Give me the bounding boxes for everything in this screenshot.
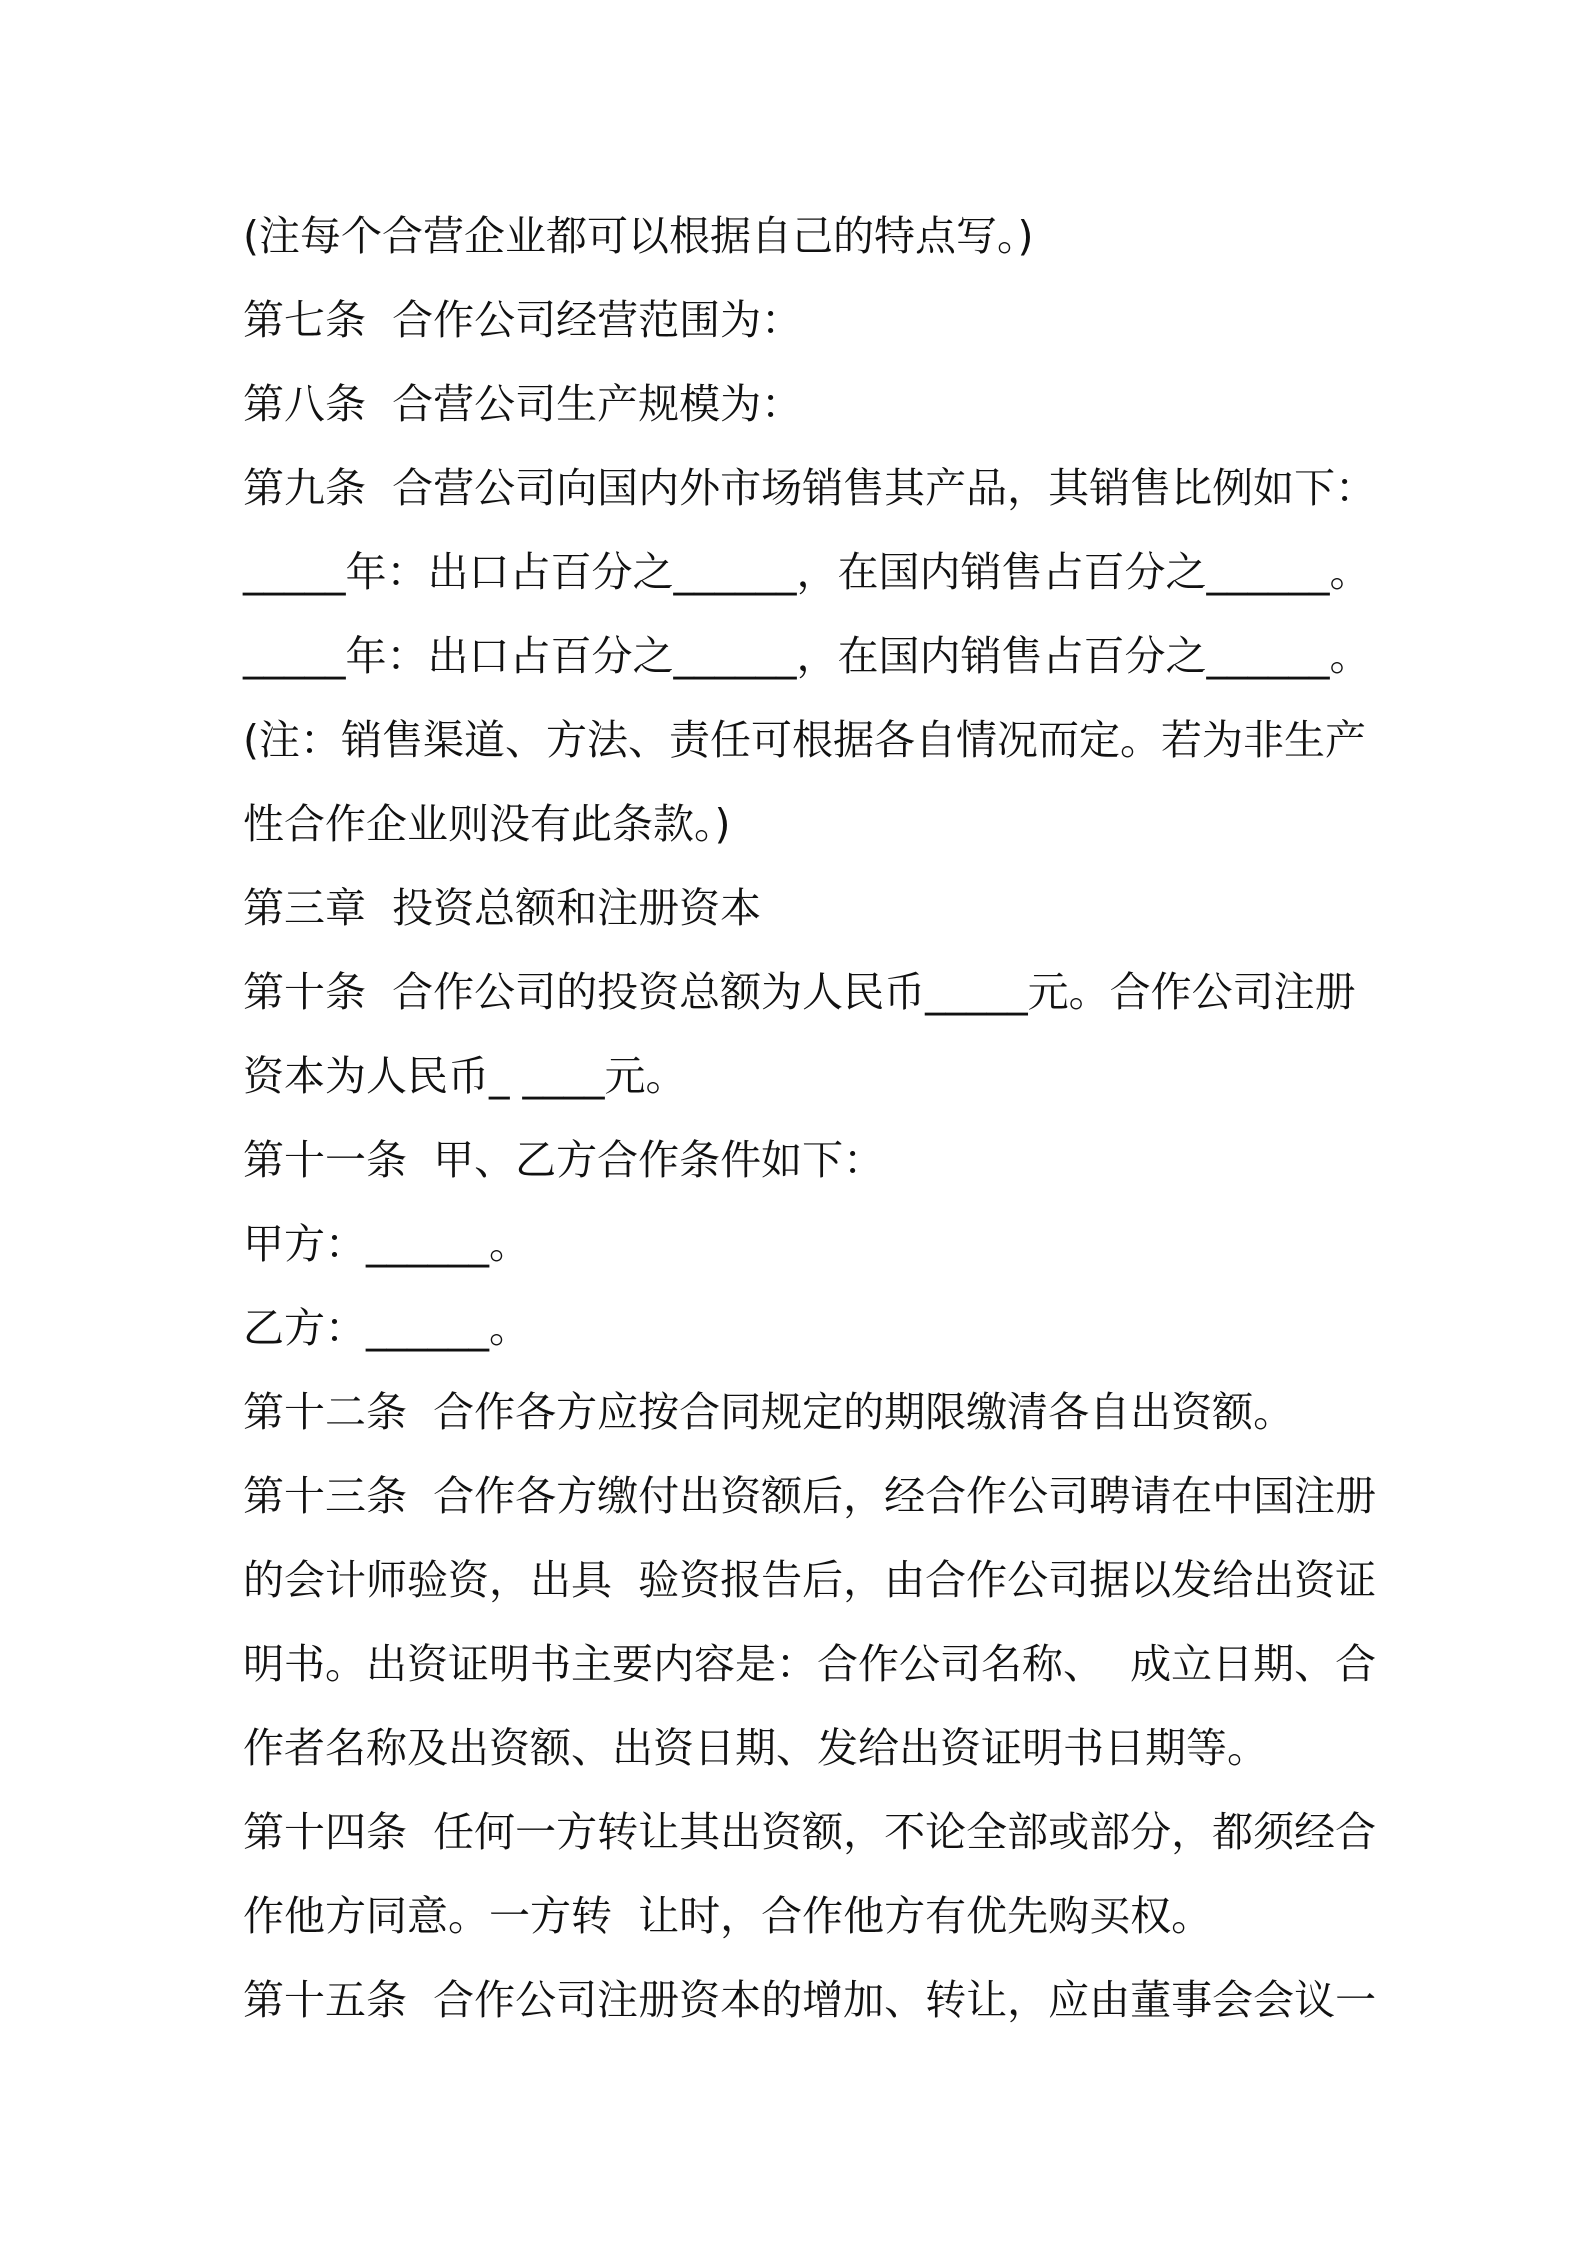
sales-ratio-line-1: _____年：出口占百分之______，在国内销售占百分之______。 <box>243 548 1371 596</box>
article-13: 第十三条 合作各方缴付出资额后，经合作公司聘请在中国注册 <box>243 1472 1377 1520</box>
article-11: 第十一条 甲、乙方合作条件如下： <box>243 1136 885 1184</box>
article-10-cont: 资本为人民币_ ____元。 <box>243 1052 687 1100</box>
note-line-2: (注：销售渠道、方法、责任可根据各自情况而定。若为非生产 <box>243 716 1366 764</box>
note-line-1: (注每个合营企业都可以根据自己的特点写。) <box>243 212 1034 260</box>
article-10: 第十条 合作公司的投资总额为人民币_____元。合作公司注册 <box>243 968 1356 1016</box>
document-body <box>243 194 1563 2042</box>
article-13-cont-3: 作者名称及出资额、出资日期、发给出资证明书日期等。 <box>243 1724 1268 1772</box>
article-13-cont-1: 的会计师验资，出具 验资报告后，由合作公司据以发给出资证 <box>243 1556 1377 1604</box>
party-b-line: 乙方：______。 <box>243 1304 530 1352</box>
article-14: 第十四条 任何一方转让其出资额，不论全部或部分，都须经合 <box>243 1808 1377 1856</box>
article-13-cont-2: 明书。出资证明书主要内容是：合作公司名称、 成立日期、合 <box>243 1640 1377 1688</box>
article-7: 第七条 合作公司经营范围为： <box>243 296 803 344</box>
article-15: 第十五条 合作公司注册资本的增加、转让，应由董事会会议一 <box>243 1976 1377 2024</box>
note-line-2-cont: 性合作企业则没有此条款。) <box>243 800 731 848</box>
article-8: 第八条 合营公司生产规模为： <box>243 380 803 428</box>
party-a-line: 甲方：______。 <box>243 1220 530 1268</box>
chapter-3-heading: 第三章 投资总额和注册资本 <box>243 884 762 932</box>
article-14-cont: 作他方同意。一方转 让时，合作他方有优先购买权。 <box>243 1892 1213 1940</box>
article-9: 第九条 合营公司向国内外市场销售其产品，其销售比例如下： <box>243 464 1377 512</box>
article-12: 第十二条 合作各方应按合同规定的期限缴清各自出资额。 <box>243 1388 1295 1436</box>
sales-ratio-line-2: _____年：出口占百分之______，在国内销售占百分之______。 <box>243 632 1371 680</box>
